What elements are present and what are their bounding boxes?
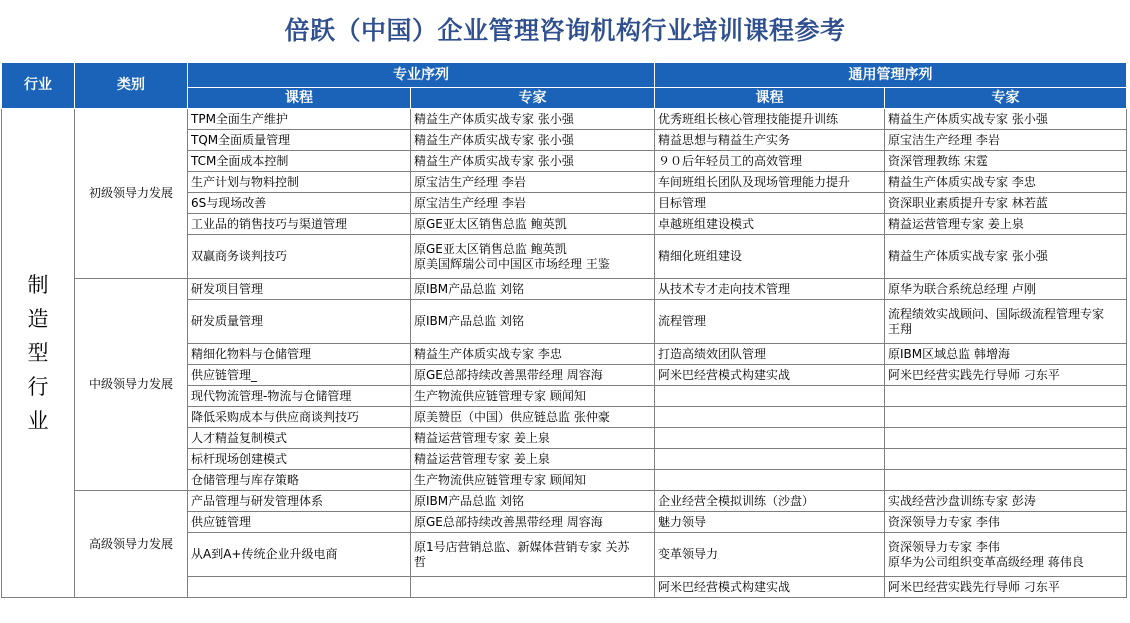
professional-expert-cell (411, 214, 655, 235)
cell-text: 资深职业素质提升专家 林若蓝 (888, 195, 1048, 210)
cell-text: 流程绩效实战顾问、国际级流程管理专家 (888, 306, 1105, 321)
professional-course-cell (188, 365, 411, 386)
cell-text-line-2: 原华为公司组织变革高级经理 蒋伟良 (888, 554, 1084, 569)
cell-text: 标杆现场创建模式 (191, 451, 288, 466)
table-body (2, 63, 1127, 598)
cell-text: 原GE亚太区销售总监 鲍英凯 (414, 241, 567, 256)
cell-text: 原宝洁生产经理 李岩 (888, 132, 1000, 147)
professional-course-cell (188, 193, 411, 214)
general-course-cell (655, 533, 885, 577)
professional-expert-cell (411, 365, 655, 386)
header-industry: 行业 (2, 63, 75, 109)
general-expert-cell (885, 449, 1127, 470)
professional-expert-cell (411, 407, 655, 428)
cell-text: 原宝洁生产经理 李岩 (414, 195, 526, 210)
cell-text: 工业品的销售技巧与渠道管理 (191, 216, 348, 231)
course-table (1, 62, 1127, 598)
cell-text: 从技术专才走向技术管理 (658, 281, 791, 296)
professional-expert-cell (411, 428, 655, 449)
cell-text: 精益生产体质实战专家 张小强 (888, 111, 1048, 126)
professional-expert-cell (411, 151, 655, 172)
general-course-cell (655, 235, 885, 279)
general-expert-cell (885, 428, 1127, 449)
cell-text-line-2: 原美国辉瑞公司中国区市场经理 王鉴 (414, 256, 610, 271)
cell-text: 供应链管理_ (191, 367, 258, 382)
general-expert-cell (885, 109, 1127, 130)
cell-text: 资深管理教练 宋霆 (888, 153, 988, 168)
cell-text: 精细化班组建设 (658, 249, 743, 263)
table-row (2, 109, 1127, 130)
cell-text: TCM全面成本控制 (191, 153, 289, 168)
professional-course-cell (188, 428, 411, 449)
cell-text: 精益生产体质实战专家 张小强 (414, 153, 574, 168)
cell-text: 魅力领导 (658, 514, 707, 529)
general-course-cell (655, 428, 885, 449)
general-course-cell (655, 279, 885, 300)
cell-text: TPM全面生产维护 (191, 111, 288, 126)
professional-expert-cell (411, 470, 655, 491)
cell-text: 精益运营管理专家 姜上泉 (888, 216, 1024, 231)
cell-text: 供应链管理 (191, 514, 252, 529)
general-course-cell (655, 386, 885, 407)
cell-text: 目标管理 (658, 195, 707, 210)
professional-course-cell (188, 235, 411, 279)
professional-expert-cell (411, 344, 655, 365)
cell-text: 原宝洁生产经理 李岩 (414, 174, 526, 189)
header-professional-series: 专业序列 (188, 63, 655, 88)
professional-course-cell (188, 449, 411, 470)
general-expert-cell (885, 407, 1127, 428)
cell-text: 原华为联合系统总经理 卢刚 (888, 281, 1036, 296)
general-expert-cell (885, 130, 1127, 151)
cell-text: 精益生产体质实战专家 李忠 (414, 346, 562, 361)
cell-text: 降低采购成本与供应商谈判技巧 (191, 409, 360, 424)
general-course-cell (655, 130, 885, 151)
professional-course-cell (188, 491, 411, 512)
cell-text: 仓储管理与库存策略 (191, 472, 300, 487)
general-expert-cell (885, 193, 1127, 214)
professional-expert-cell (411, 235, 655, 279)
cell-text: 精益生产体质实战专家 张小强 (888, 249, 1048, 263)
professional-expert-cell (411, 300, 655, 344)
professional-expert-cell (411, 193, 655, 214)
general-expert-cell (885, 279, 1127, 300)
professional-course-cell (188, 407, 411, 428)
professional-expert-cell (411, 577, 655, 598)
general-expert-cell (885, 172, 1127, 193)
category-cell: 高级领导力发展 (75, 491, 188, 598)
professional-expert-cell (411, 172, 655, 193)
professional-expert-cell (411, 512, 655, 533)
general-expert-cell (885, 512, 1127, 533)
professional-expert-cell (411, 449, 655, 470)
industry-cell: 制造型行业 (2, 109, 75, 598)
cell-text: 原IBM产品总监 刘铭 (414, 493, 524, 508)
cell-text: 原IBM区域总监 韩增海 (888, 346, 1010, 361)
header-category: 类别 (75, 63, 188, 109)
cell-text: 企业经营全模拟训练（沙盘） (658, 493, 815, 508)
cell-text: 卓越班组建设模式 (658, 216, 755, 231)
cell-text: ９０后年轻员工的高效管理 (658, 153, 803, 168)
general-expert-cell (885, 491, 1127, 512)
professional-expert-cell (411, 279, 655, 300)
general-course-cell (655, 193, 885, 214)
cell-text: 双赢商务谈判技巧 (191, 249, 288, 263)
cell-text: 精益生产体质实战专家 张小强 (414, 132, 574, 147)
general-course-cell (655, 344, 885, 365)
cell-text: 原GE总部持续改善黑带经理 周容海 (414, 514, 603, 529)
cell-text: 人才精益复制模式 (191, 430, 288, 445)
cell-text: 打造高绩效团队管理 (658, 346, 767, 361)
cell-text: 从A到A+传统企业升级电商 (191, 547, 338, 561)
table-row (2, 491, 1127, 512)
professional-course-cell (188, 172, 411, 193)
cell-text: 精益运营管理专家 姜上泉 (414, 451, 550, 466)
professional-course-cell (188, 344, 411, 365)
general-course-cell (655, 407, 885, 428)
cell-text: 原IBM产品总监 刘铭 (414, 314, 524, 328)
cell-text: 实战经营沙盘训练专家 彭涛 (888, 493, 1036, 508)
cell-text: 生产物流供应链管理专家 顾闻知 (414, 472, 586, 487)
professional-course-cell (188, 512, 411, 533)
cell-text: 变革领导力 (658, 547, 719, 561)
cell-text: 精益运营管理专家 姜上泉 (414, 430, 550, 445)
table-row (2, 279, 1127, 300)
general-expert-cell (885, 214, 1127, 235)
cell-text: 精益生产体质实战专家 李忠 (888, 174, 1036, 189)
cell-text: 精细化物料与仓储管理 (191, 346, 312, 361)
general-expert-cell (885, 151, 1127, 172)
professional-course-cell (188, 300, 411, 344)
professional-expert-cell (411, 533, 655, 577)
general-course-cell (655, 449, 885, 470)
header-row-1 (2, 63, 1127, 88)
general-expert-cell (885, 300, 1127, 344)
header-general-course: 课程 (655, 88, 885, 109)
cell-text: 精益生产体质实战专家 张小强 (414, 111, 574, 126)
general-expert-cell (885, 577, 1127, 598)
professional-course-cell (188, 151, 411, 172)
general-course-cell (655, 151, 885, 172)
cell-text: 资深领导力专家 李伟 (888, 514, 1000, 529)
general-course-cell (655, 512, 885, 533)
cell-text: 生产物流供应链管理专家 顾闻知 (414, 388, 586, 403)
general-course-cell (655, 214, 885, 235)
general-course-cell (655, 470, 885, 491)
cell-text: 阿米巴经营模式构建实战 (658, 579, 791, 594)
cell-text: 原GE亚太区销售总监 鲍英凯 (414, 216, 567, 231)
cell-text: 车间班组长团队及现场管理能力提升 (658, 174, 851, 189)
cell-text: 资深领导力专家 李伟 (888, 539, 1000, 554)
cell-text: 阿米巴经营实践先行导师 刁东平 (888, 367, 1060, 382)
professional-course-cell (188, 279, 411, 300)
page-title: 倍跃（中国）企业管理咨询机构行业培训课程参考 (284, 16, 846, 45)
cell-text-line-2: 哲 (414, 554, 427, 569)
general-course-cell (655, 365, 885, 386)
general-course-cell (655, 491, 885, 512)
cell-text: 优秀班组长核心管理技能提升训练 (658, 111, 839, 126)
category-cell: 中级领导力发展 (75, 279, 188, 491)
category-cell: 初级领导力发展 (75, 109, 188, 279)
cell-text: 阿米巴经营实践先行导师 刁东平 (888, 579, 1060, 594)
cell-text: 原美赞臣（中国）供应链总监 张仲豪 (414, 409, 610, 424)
cell-text: 6S与现场改善 (191, 195, 267, 210)
cell-text: 产品管理与研发管理体系 (191, 493, 324, 508)
cell-text: 研发质量管理 (191, 314, 264, 328)
professional-course-cell (188, 109, 411, 130)
general-course-cell (655, 172, 885, 193)
cell-text: 流程管理 (658, 314, 707, 328)
professional-course-cell (188, 130, 411, 151)
header-general-expert: 专家 (885, 88, 1127, 109)
professional-expert-cell (411, 386, 655, 407)
general-expert-cell (885, 470, 1127, 491)
general-course-cell (655, 577, 885, 598)
professional-expert-cell (411, 109, 655, 130)
general-course-cell (655, 109, 885, 130)
cell-text: 现代物流管理-物流与仓储管理 (191, 388, 352, 403)
professional-course-cell (188, 214, 411, 235)
header-professional-course: 课程 (188, 88, 411, 109)
professional-course-cell (188, 577, 411, 598)
professional-course-cell (188, 470, 411, 491)
header-professional-expert: 专家 (411, 88, 655, 109)
cell-text: 研发项目管理 (191, 281, 264, 296)
cell-text: 原IBM产品总监 刘铭 (414, 281, 524, 296)
general-course-cell (655, 300, 885, 344)
professional-expert-cell (411, 130, 655, 151)
cell-text: 精益思想与精益生产实务 (658, 132, 791, 147)
cell-text: 原GE总部持续改善黑带经理 周容海 (414, 367, 603, 382)
general-expert-cell (885, 386, 1127, 407)
cell-text: 阿米巴经营模式构建实战 (658, 367, 791, 382)
general-expert-cell (885, 235, 1127, 279)
header-general-series: 通用管理序列 (655, 63, 1127, 88)
general-expert-cell (885, 344, 1127, 365)
general-expert-cell (885, 365, 1127, 386)
professional-course-cell (188, 533, 411, 577)
general-expert-cell (885, 533, 1127, 577)
cell-text-line-2: 王翔 (888, 321, 913, 336)
cell-text: 原1号店营销总监、新媒体营销专家 关苏 (414, 539, 630, 554)
cell-text: TQM全面质量管理 (191, 132, 291, 147)
professional-expert-cell (411, 491, 655, 512)
professional-course-cell (188, 386, 411, 407)
cell-text: 生产计划与物料控制 (191, 174, 300, 189)
